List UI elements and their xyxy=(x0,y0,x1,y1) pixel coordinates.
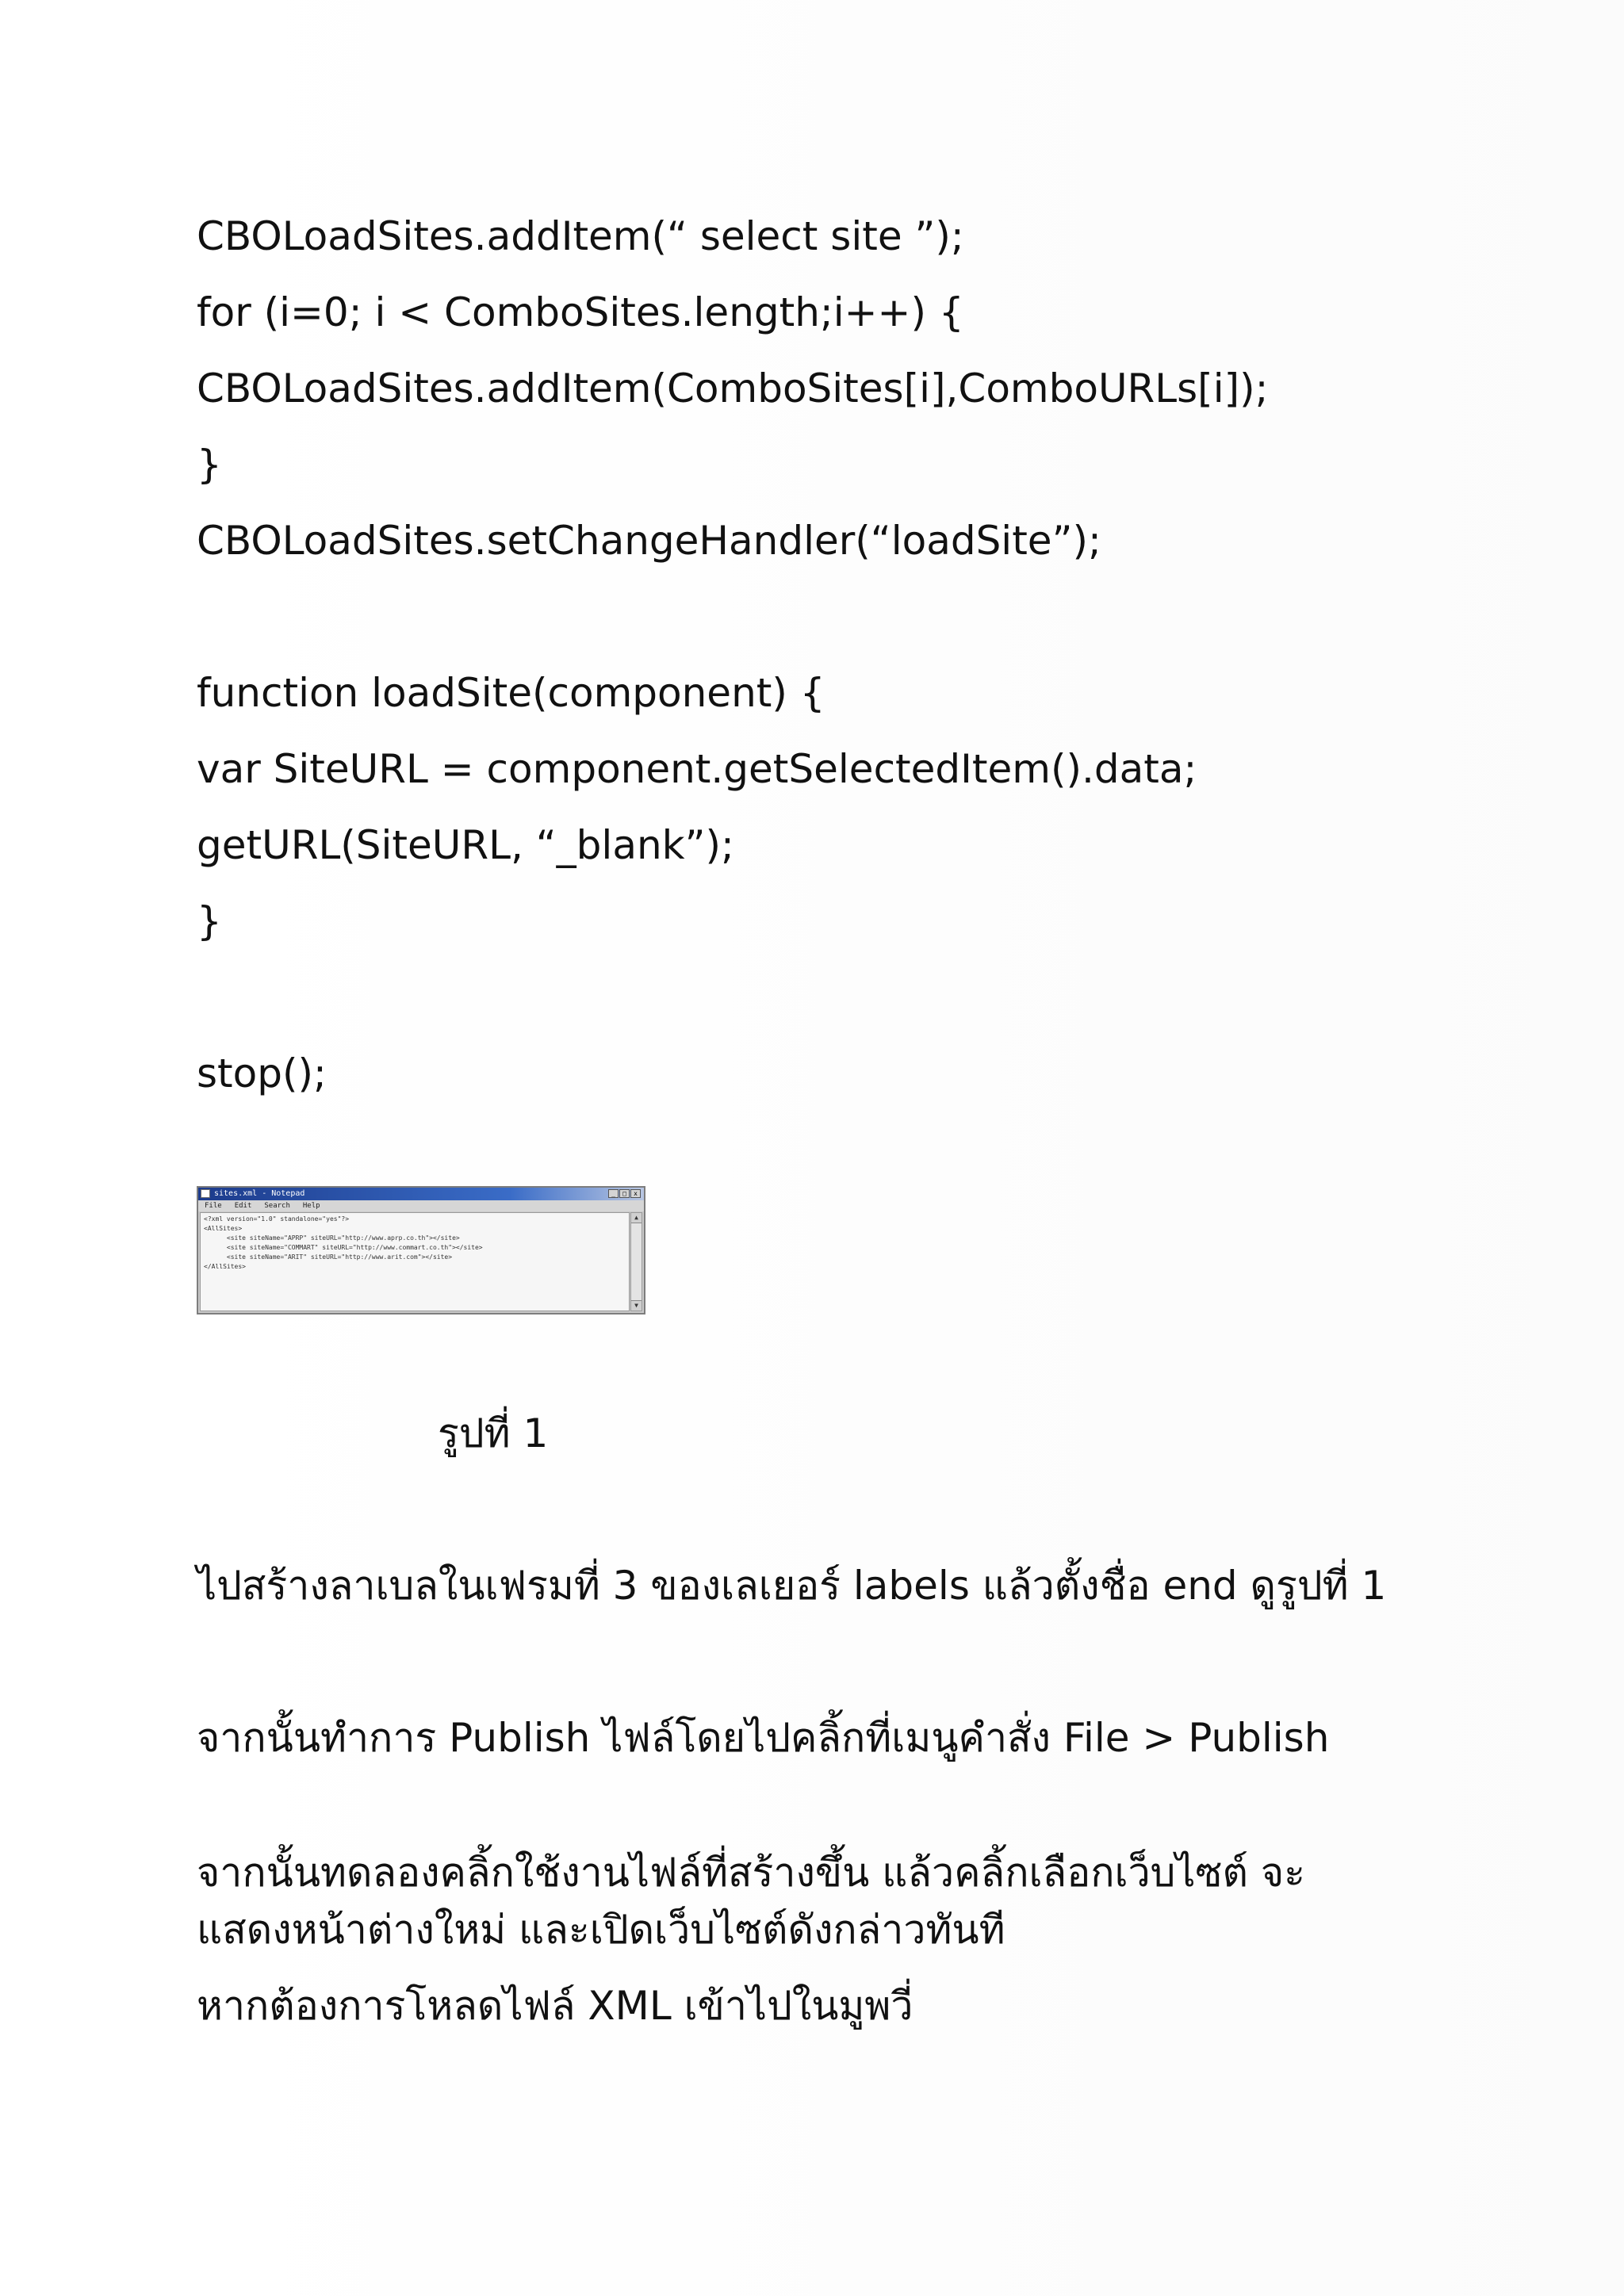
menu-help: Help xyxy=(302,1202,320,1210)
code-line: } xyxy=(197,898,222,944)
xml-line: </AllSites> xyxy=(204,1263,246,1270)
code-line: CBOLoadSites.addItem(“ select site ”); xyxy=(197,213,964,259)
window-buttons xyxy=(608,1189,641,1198)
notepad-scrollbar xyxy=(630,1212,642,1311)
maximize-icon: □ xyxy=(619,1189,630,1198)
scroll-up-arrow-icon: ▲ xyxy=(631,1213,642,1223)
scroll-down-arrow-icon: ▼ xyxy=(631,1300,642,1311)
code-line: CBOLoadSites.setChangeHandler(“loadSite”); xyxy=(197,518,1101,564)
instruction-paragraph: จากนั้นทดลองคลิ้กใช้งานไฟล์ที่สร้างขึ้น แล้วคลิ้กเลือกเว็บไซต์ จะ แสดงหน้าต่างใหม่ และเปิดเว็บไซต์ดังกล่าวทันที xyxy=(197,1850,1305,1953)
code-line: getURL(SiteURL, “_blank”); xyxy=(197,822,734,868)
notepad-window-title: sites.xml - Notepad xyxy=(214,1189,305,1198)
code-line: stop(); xyxy=(197,1050,327,1096)
notepad-screenshot-figure xyxy=(197,1186,645,1314)
notepad-text-area xyxy=(200,1212,630,1311)
code-line: var SiteURL = component.getSelectedItem().data; xyxy=(197,746,1197,792)
instruction-paragraph: จากนั้นทำการ Publish ไฟล์โดยไปคลิ้กที่เมนูคำสั่ง File > Publish xyxy=(197,1715,1330,1761)
notepad-menu-bar xyxy=(198,1200,644,1211)
instruction-paragraph: หากต้องการโหลดไฟล์ XML เข้าไปในมูพวี่ xyxy=(197,1983,914,2029)
xml-line: <site siteName="COMMART" siteURL="http://www.commart.co.th"></site> xyxy=(204,1244,483,1251)
code-line: function loadSite(component) { xyxy=(197,670,825,716)
code-line: for (i=0; i < ComboSites.length;i++) { xyxy=(197,289,964,335)
figure-caption: รูปที่ 1 xyxy=(438,1410,549,1456)
close-icon: x xyxy=(630,1189,641,1198)
code-line: } xyxy=(197,442,222,488)
xml-line: <site siteName="APRP" siteURL="http://www.aprp.co.th"></site> xyxy=(204,1234,460,1242)
notepad-app-icon xyxy=(201,1189,210,1198)
minimize-icon: _ xyxy=(608,1189,619,1198)
instruction-paragraph: ไปสร้างลาเบลในเฟรมที่ 3 ของเลเยอร์ labels แล้วตั้งชื่อ end ดูรูปที่ 1 xyxy=(197,1563,1387,1609)
code-line: CBOLoadSites.addItem(ComboSites[i],ComboURLs[i]); xyxy=(197,365,1269,411)
notepad-title-bar xyxy=(198,1188,644,1200)
menu-file: File xyxy=(205,1202,222,1210)
menu-edit: Edit xyxy=(234,1202,252,1210)
menu-search: Search xyxy=(264,1202,290,1210)
xml-line: <?xml version="1.0" standalone="yes"?> xyxy=(204,1215,350,1223)
xml-line: <AllSites> xyxy=(204,1225,243,1232)
xml-line: <site siteName="ARIT" siteURL="http://www.arit.com"></site> xyxy=(204,1253,453,1261)
